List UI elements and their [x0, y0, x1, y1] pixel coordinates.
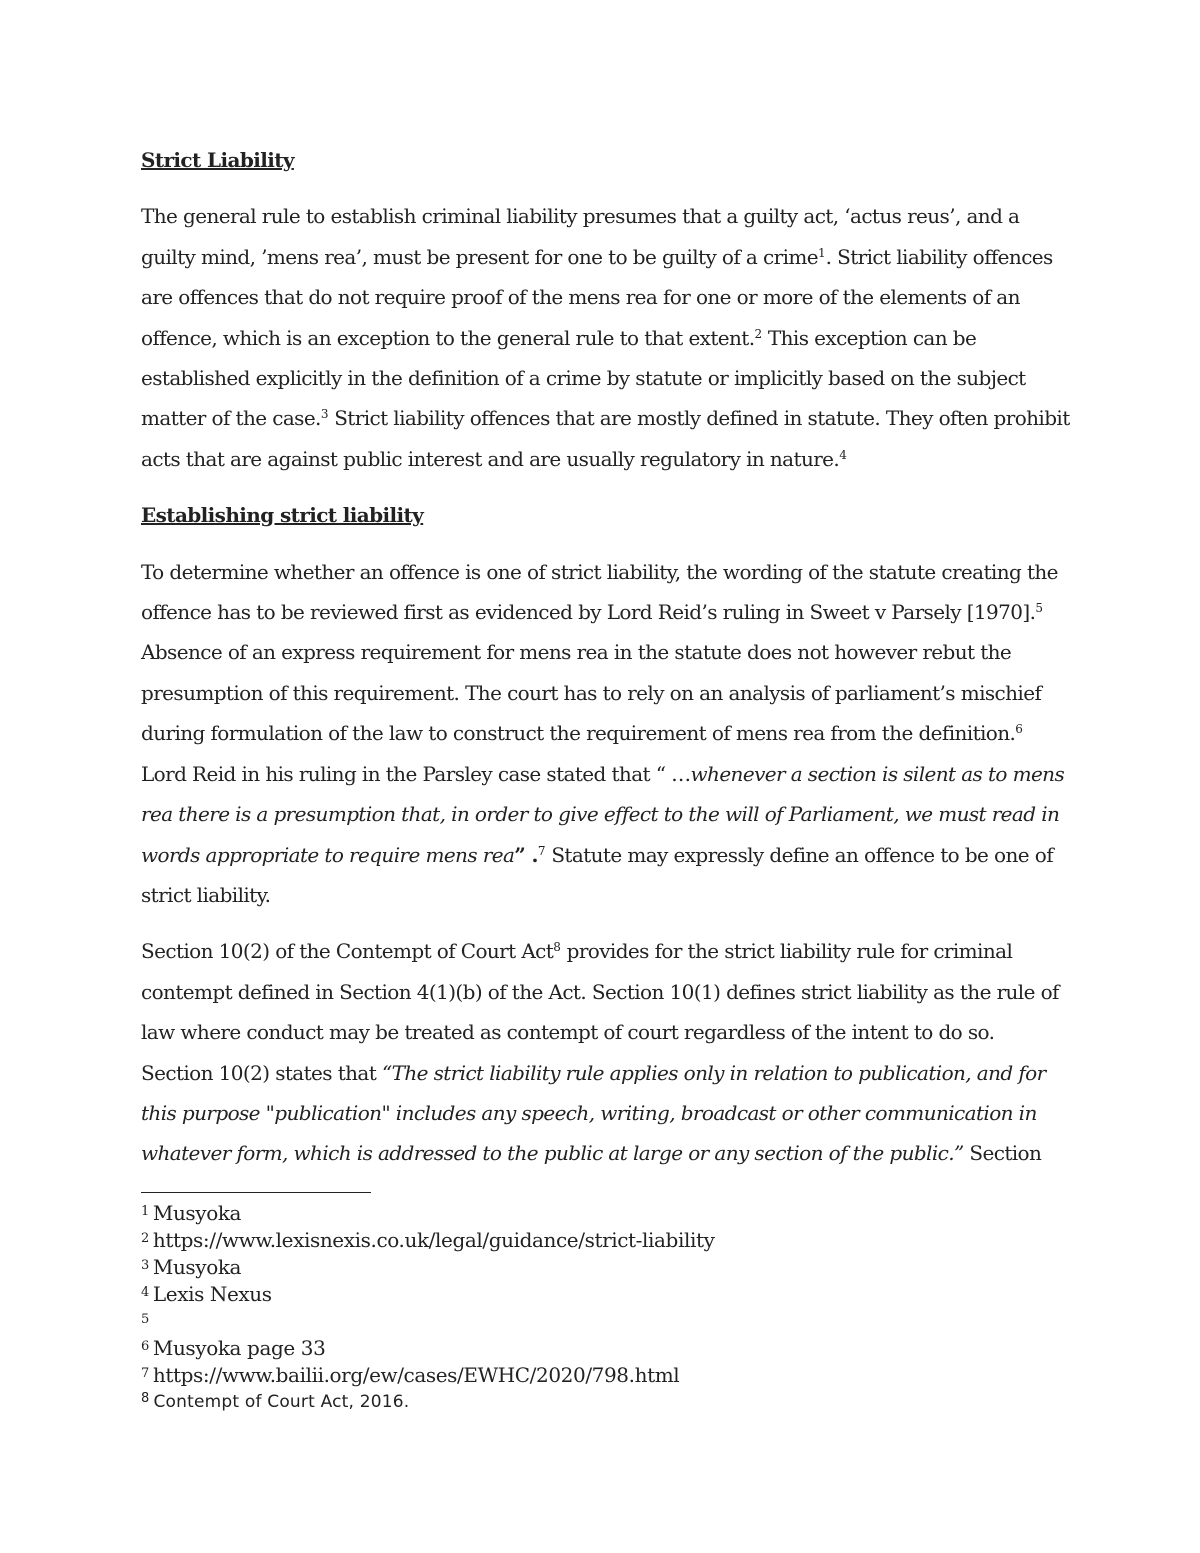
footnote-number: 3 — [141, 1258, 149, 1273]
heading-strict-liability: Strict Liability — [141, 148, 294, 172]
footnote-number: 1 — [141, 1204, 149, 1219]
paragraph-text: This exception can be established explicitly in the definition of a crime by statute or implicitly based on the subject matter of the case. — [141, 325, 1026, 431]
footnote-ref-3[interactable]: 3 — [320, 407, 329, 422]
footnote-ref-6[interactable]: 6 — [1015, 722, 1023, 737]
footnote-4 — [141, 1281, 1071, 1308]
footnote-ref-5[interactable]: 5 — [1035, 601, 1043, 616]
footnote-text: Musyoka page 33 — [152, 1336, 326, 1360]
footnote-7 — [141, 1362, 1071, 1389]
paragraph-text: Statute may expressly define an offence to be one of strict liability. — [141, 842, 1053, 907]
footnote-6 — [141, 1335, 1071, 1362]
heading-establishing-strict-liability: Establishing strict liability — [141, 503, 424, 528]
footnote-number: 4 — [141, 1285, 149, 1300]
footnote-text: Lexis Nexus — [152, 1282, 272, 1306]
footnote-number: 6 — [141, 1339, 149, 1354]
footnote-number: 2 — [141, 1231, 149, 1246]
paragraph-text: Strict liability offences that are mostly defined in statute. They often prohibit acts that are against public interest and are usually regulatory in nature. — [141, 406, 1070, 471]
footnote-ref-8[interactable]: 8 — [553, 940, 561, 955]
footnote-ref-7[interactable]: 7 — [537, 843, 546, 858]
footnote-number: 7 — [141, 1366, 149, 1381]
footnote-separator — [141, 1192, 371, 1193]
footnote-2 — [141, 1227, 1071, 1254]
footnotes — [141, 1200, 1071, 1416]
footnote-8 — [141, 1389, 1071, 1416]
paragraph-text: Section — [963, 1141, 1042, 1166]
quote-close-mark: ” . — [514, 842, 538, 867]
quote-section-10-2: “The strict liability rule applies only in relation to publication, and for this purpose "publication" includes any speech, writing, broadcast or other communication in whatever form, which is addressed to the public at large or any section of the public.” — [141, 1060, 1046, 1166]
paragraph-establishing — [141, 552, 1071, 916]
paragraph-text: The general rule to establish criminal liability presumes that a guilty act, ‘actus reus’, and a guilty mind, ’mens rea’, must be present for one to be guilty of a crime — [141, 204, 1020, 269]
footnote-text: Contempt of Court Act, 2016. — [153, 1392, 410, 1412]
paragraph-text: To determine whether an offence is one of strict liability, the wording of the statute creating the offence has to be reviewed first as evidenced by Lord Reid’s ruling in Sweet v Parsely [1970]. — [141, 559, 1058, 625]
footnote-number: 8 — [141, 1391, 150, 1406]
paragraph-text: provides for the strict liability rule for criminal contempt defined in Section 4(1)(b) of the Act. Section 10(1) defines strict liability as the rule of law where conduct may be treated as contempt of court regardless of the intent to do so. Section 10(2) states that — [141, 939, 1059, 1085]
paragraph-text: Absence of an express requirement for mens rea in the statute does not however rebut the presumption of this requirement. The court has to rely on an analysis of parliament’s mischief during formulation of the law to construct the requirement of mens rea from the definition. — [141, 640, 1042, 746]
footnote-text: Musyoka — [152, 1201, 242, 1225]
footnote-ref-4[interactable]: 4 — [839, 447, 847, 462]
footnote-link[interactable]: https://www.bailii.org/ew/cases/EWHC/2020/798.html — [152, 1363, 680, 1387]
footnote-3 — [141, 1254, 1071, 1281]
quote-lord-reid: whenever a section is silent as to mens rea there is a presumption that, in order to give effect to the will of Parliament, we must read in words appropriate to require mens rea — [141, 761, 1065, 867]
paragraph-general-rule — [141, 196, 1071, 479]
footnote-number: 5 — [141, 1312, 149, 1327]
paragraph-contempt-act — [141, 931, 1071, 1173]
paragraph-text: Section 10(2) of the Contempt of Court Act — [141, 939, 554, 964]
footnote-1 — [141, 1200, 1071, 1227]
footnote-text: Musyoka — [152, 1255, 242, 1279]
footnote-ref-2[interactable]: 2 — [754, 326, 763, 341]
footnote-5 — [141, 1308, 1071, 1335]
paragraph-text: . Strict liability offences are offences that do not require proof of the mens rea for one or more of the elements of an offence, which is an exception to the general rule to that extent. — [141, 244, 1053, 350]
paragraph-text: Lord Reid in his ruling in the Parsley case stated that “ … — [141, 761, 691, 786]
document-body — [141, 140, 1071, 1190]
footnote-link[interactable]: https://www.lexisnexis.co.uk/legal/guidance/strict-liability — [152, 1228, 715, 1252]
footnote-ref-1[interactable]: 1 — [817, 245, 826, 260]
